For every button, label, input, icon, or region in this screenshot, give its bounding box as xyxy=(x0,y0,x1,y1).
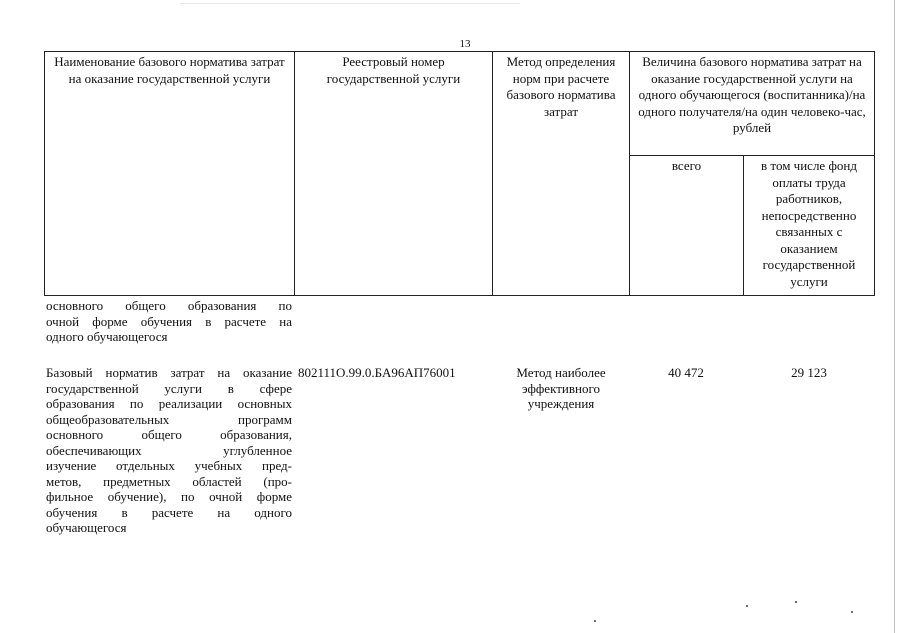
header-col-registry: Реестровый номер государственной услуги xyxy=(295,52,493,296)
continuation-line: основного общего образования по xyxy=(46,298,292,313)
header-col-value: Величина базового норматива затрат на оказание государственной услуги на одного обучающегося (воспитанника)/на одного получателя/на один человеко-час, рублей xyxy=(630,52,875,156)
row-name-line: фильное обучение), по очной форме xyxy=(46,489,292,504)
scan-speck xyxy=(594,620,596,622)
row-name-line: основного общего образования, xyxy=(46,427,292,442)
scan-edge-line xyxy=(894,0,895,633)
row-name-line: метов, предметных областей (про- xyxy=(46,473,292,489)
page-number: 13 xyxy=(459,38,471,50)
row-wage: 29 123 xyxy=(791,365,827,380)
row-name xyxy=(46,365,292,536)
continuation-text xyxy=(46,298,292,345)
row-name-line: обеспечивающих углубленное xyxy=(46,442,292,458)
scan-speck xyxy=(795,601,797,603)
continuation-line: одного обучающегося xyxy=(46,329,168,344)
scan-speck xyxy=(851,611,853,613)
row-total: 40 472 xyxy=(668,365,704,380)
row-name-line: общеобразовательных программ xyxy=(46,411,292,427)
row-name-line: государственной услуги в сфере xyxy=(46,380,292,396)
header-col-method: Метод определения норм при расчете базового норматива затрат xyxy=(493,52,630,296)
row-name-line: Базовый норматив затрат на оказание xyxy=(46,365,292,380)
row-name-line: обучения в расчете на одного xyxy=(46,504,292,520)
row-name-line: образования по реализации основных xyxy=(46,396,292,411)
header-sub-wage: в том числе фонд оплаты труда работников, непосредственно связанных с оказанием государственной услуги xyxy=(744,156,875,296)
header-table xyxy=(44,51,875,296)
continuation-line: очной форме обучения в расчете на xyxy=(46,313,292,329)
row-name-line: обучающегося xyxy=(46,520,127,535)
row-name-line: изучение отдельных учебных пред- xyxy=(46,458,292,473)
row-registry: 802111О.99.0.БА96АП76001 xyxy=(298,365,456,380)
scan-top-line xyxy=(180,3,520,4)
header-col-name: Наименование базового норматива затрат на оказание государственной услуги xyxy=(45,52,295,296)
scan-speck xyxy=(746,605,748,607)
row-method: Метод наиболее эффективного учреждения xyxy=(516,365,606,411)
header-sub-total: всего xyxy=(630,156,744,296)
